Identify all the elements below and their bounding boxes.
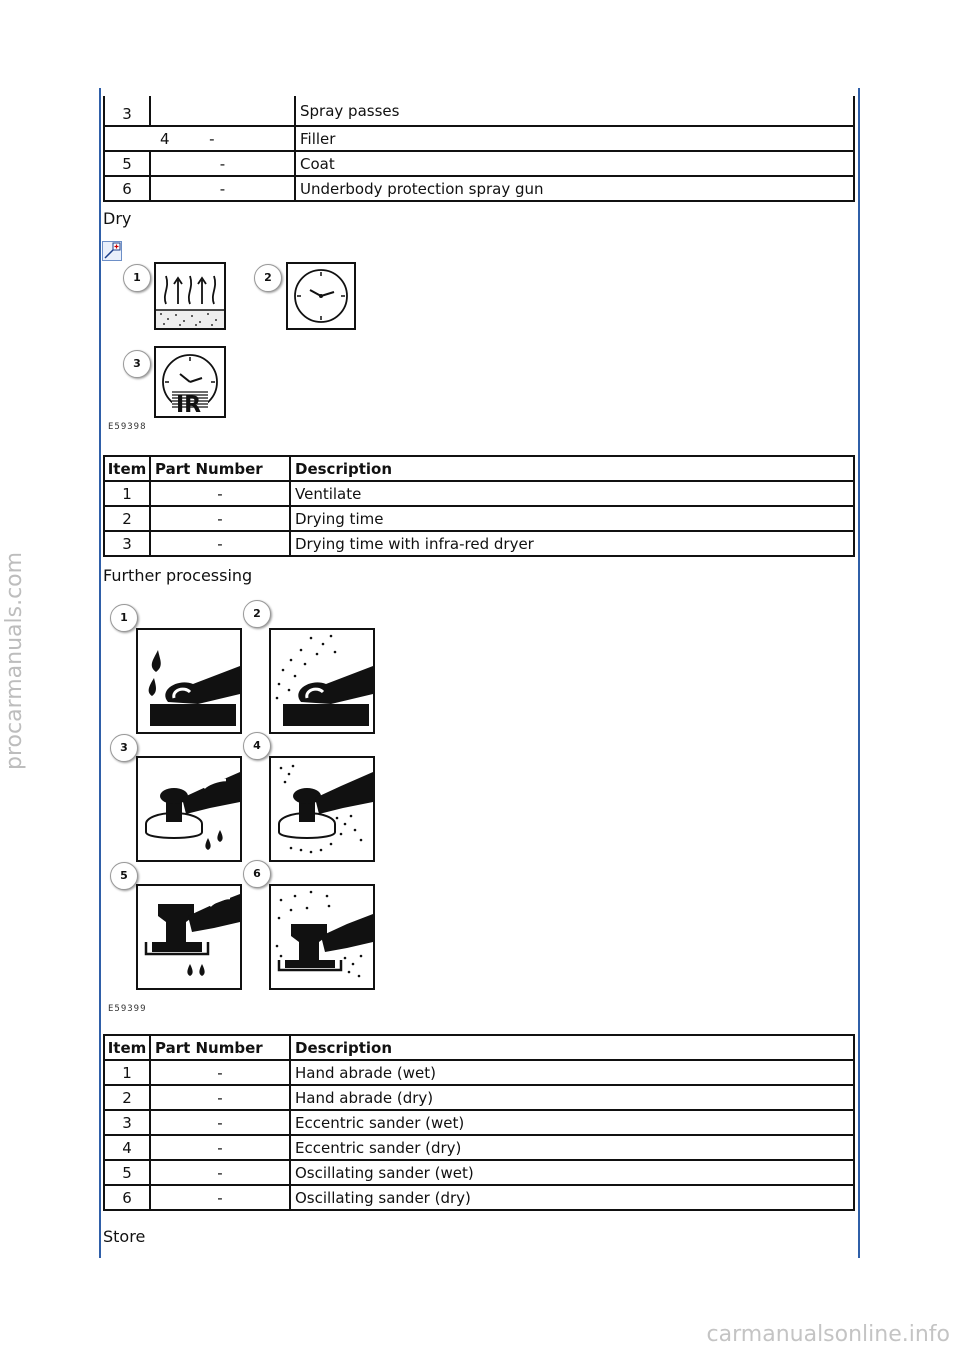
- table-row: 5 - Oscillating sander (wet): [104, 1160, 854, 1185]
- section-heading-dry: Dry: [103, 209, 132, 228]
- left-margin-rule: [99, 88, 101, 1258]
- section-heading-further-processing: Further processing: [103, 566, 253, 585]
- spray-table: [103, 96, 855, 202]
- table-row: 3 Spray passes: [104, 96, 854, 126]
- callout-3: 3: [110, 734, 138, 762]
- clock-icon: [286, 262, 356, 330]
- further-processing-figure: [103, 598, 403, 1020]
- figure-id: E59398: [108, 422, 147, 432]
- table-row: 2 - Hand abrade (dry): [104, 1085, 854, 1110]
- right-margin-rule: [858, 88, 860, 1258]
- table-row: 5 - Coat: [104, 151, 854, 176]
- table-row: 3 - Drying time with infra-red dryer: [104, 531, 854, 556]
- infra-red-clock-icon: [154, 346, 226, 418]
- callout-2: 2: [243, 600, 271, 628]
- table-row: 2 - Drying time: [104, 506, 854, 531]
- table-row: 1 - Ventilate: [104, 481, 854, 506]
- table-header-row: Item Part Number Description: [104, 456, 854, 481]
- bottom-watermark: carmanualsonline.info: [706, 1322, 950, 1347]
- table-header-row: Item Part Number Description: [104, 1035, 854, 1060]
- callout-2: 2: [254, 264, 282, 292]
- figure-id: E59399: [108, 1004, 147, 1014]
- dry-table: [103, 455, 855, 557]
- eccentric-sander-dry-icon: [269, 756, 375, 862]
- table-row: 3 - Eccentric sander (wet): [104, 1110, 854, 1135]
- side-watermark: procarmanuals.com: [2, 551, 27, 770]
- hand-abrade-wet-icon: [136, 628, 242, 734]
- callout-3: 3: [123, 350, 151, 378]
- oscillating-sander-wet-icon: [136, 884, 242, 990]
- svg-text:IR: IR: [176, 393, 202, 418]
- callout-1: 1: [110, 604, 138, 632]
- section-heading-store: Store: [103, 1227, 146, 1246]
- table-row: 1 - Hand abrade (wet): [104, 1060, 854, 1085]
- table-row: 4 - Eccentric sander (dry): [104, 1135, 854, 1160]
- callout-1: 1: [123, 264, 151, 292]
- oscillating-sander-dry-icon: [269, 884, 375, 990]
- further-processing-table: [103, 1034, 855, 1211]
- ventilate-icon: [154, 262, 226, 330]
- callout-6: 6: [243, 860, 271, 888]
- table-row: 6 - Oscillating sander (dry): [104, 1185, 854, 1210]
- hand-abrade-dry-icon: [269, 628, 375, 734]
- callout-4: 4: [243, 732, 271, 760]
- callout-5: 5: [110, 862, 138, 890]
- eccentric-sander-wet-icon: [136, 756, 242, 862]
- dry-figure: [103, 258, 403, 438]
- table-row: 4 - Filler: [104, 126, 854, 151]
- table-row: 6 - Underbody protection spray gun: [104, 176, 854, 201]
